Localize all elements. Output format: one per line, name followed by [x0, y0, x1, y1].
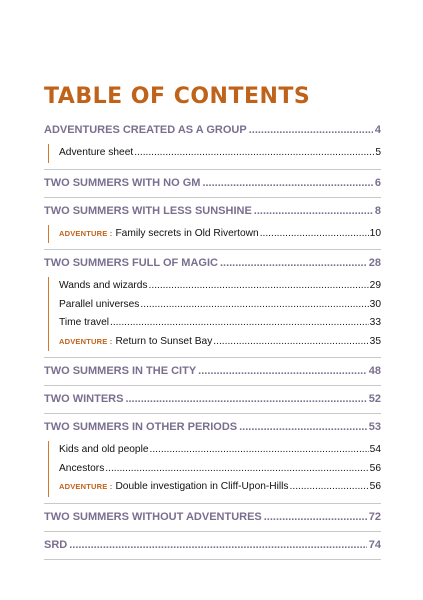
section-title: ADVENTURES CREATED AS A GROUP	[44, 124, 247, 136]
section-page-number: 72	[368, 510, 381, 523]
section-page-number: 53	[368, 421, 381, 433]
toc-section	[44, 205, 381, 251]
toc-section-entry[interactable]	[44, 539, 381, 553]
toc-subsection-entry[interactable]	[59, 478, 381, 497]
toc-section-entry[interactable]	[44, 511, 381, 525]
toc-section-entry[interactable]	[44, 365, 381, 379]
toc-section	[44, 257, 381, 358]
subsection-title: Wands and wizards	[59, 280, 148, 291]
subsection-title: Double investigation in Cliff-Upon-Hills	[115, 481, 289, 492]
toc-subsection-entry[interactable]	[59, 460, 381, 479]
dot-leader	[264, 511, 367, 523]
section-divider	[44, 531, 381, 532]
toc-subsection-entry[interactable]	[59, 277, 381, 296]
subsection-page-number: 30	[369, 298, 381, 310]
subsection-title: Kids and old people	[59, 444, 149, 455]
section-title: TWO SUMMERS WITH LESS SUNSHINE	[44, 204, 252, 217]
toc-subsection-entry[interactable]	[59, 333, 381, 352]
dot-leader	[249, 124, 373, 136]
dot-leader	[202, 177, 372, 189]
toc-section	[44, 124, 381, 170]
subsection-page-number: 35	[369, 335, 381, 347]
subsection-list	[48, 225, 381, 244]
subsection-title: Ancestors	[59, 462, 105, 474]
subsection-page-number: 10	[369, 227, 381, 239]
section-title: TWO SUMMERS WITHOUT ADVENTURES	[44, 510, 262, 523]
section-page-number: 74	[368, 538, 381, 551]
section-title: TWO SUMMERS IN THE CITY	[44, 365, 197, 377]
subsection-list	[48, 144, 381, 163]
adventure-tag: ADVENTURE :	[59, 482, 113, 491]
adventure-tag: ADVENTURE :	[59, 336, 113, 346]
subsection-page-number: 56	[369, 481, 381, 492]
dot-leader	[140, 296, 368, 315]
section-page-number: 48	[368, 365, 381, 377]
toc-section	[44, 393, 381, 414]
dot-leader	[134, 144, 374, 163]
section-divider	[44, 249, 381, 250]
toc-section-entry[interactable]	[44, 205, 381, 219]
section-page-number: 52	[368, 393, 381, 405]
subsection-title: Return to Sunset Bay	[115, 335, 213, 347]
subsection-page-number: 5	[375, 147, 381, 158]
toc-section-entry[interactable]	[44, 393, 381, 407]
dot-leader	[260, 225, 369, 244]
section-title: TWO SUMMERS IN OTHER PERIODS	[44, 421, 238, 433]
dot-leader	[254, 205, 373, 217]
section-page-number: 28	[368, 257, 381, 269]
toc-subsection-entry[interactable]	[59, 314, 381, 333]
subsection-title: Parallel universes	[59, 298, 140, 310]
toc-subsection-entry[interactable]	[59, 441, 381, 460]
toc-section	[44, 539, 381, 560]
subsection-title: Time travel	[59, 317, 110, 328]
section-page-number: 6	[374, 176, 381, 189]
toc-section-entry[interactable]	[44, 421, 381, 435]
section-title: SRD	[44, 538, 68, 551]
toc-subsection-entry[interactable]	[59, 225, 381, 244]
dot-leader	[69, 539, 367, 551]
dot-leader	[125, 393, 366, 405]
dot-leader	[105, 460, 368, 479]
subsection-page-number: 56	[369, 462, 381, 474]
section-page-number: 8	[374, 204, 381, 217]
subsection-title: Adventure sheet	[59, 147, 134, 158]
section-divider	[44, 413, 381, 414]
dot-leader	[149, 277, 369, 296]
section-title: TWO WINTERS	[44, 393, 124, 405]
dot-leader	[198, 365, 367, 377]
toc-section-entry[interactable]	[44, 177, 381, 191]
toc-section	[44, 421, 381, 504]
subsection-title: Family secrets in Old Rivertown	[115, 227, 259, 239]
dot-leader	[150, 441, 369, 460]
toc-section-entry[interactable]	[44, 257, 381, 271]
section-divider	[44, 357, 381, 358]
toc-subsection-entry[interactable]	[59, 296, 381, 315]
toc-section	[44, 365, 381, 386]
subsection-page-number: 29	[369, 280, 381, 291]
section-divider	[44, 197, 381, 198]
subsection-page-number: 33	[369, 317, 381, 328]
section-divider	[44, 559, 381, 560]
section-page-number: 4	[374, 124, 381, 136]
toc-section	[44, 511, 381, 532]
section-title: TWO SUMMERS FULL OF MAGIC	[44, 257, 218, 269]
toc-subsection-entry[interactable]	[59, 144, 381, 163]
toc-section-entry[interactable]	[44, 124, 381, 138]
table-of-contents	[44, 124, 381, 567]
toc-section	[44, 177, 381, 198]
dot-leader	[220, 257, 367, 269]
dot-leader	[239, 421, 367, 433]
section-divider	[44, 169, 381, 170]
dot-leader	[213, 333, 368, 352]
subsection-page-number: 54	[369, 444, 381, 455]
adventure-tag: ADVENTURE :	[59, 228, 113, 238]
section-divider	[44, 385, 381, 386]
subsection-list	[48, 441, 381, 497]
dot-leader	[110, 314, 369, 333]
dot-leader	[290, 478, 369, 497]
section-divider	[44, 503, 381, 504]
subsection-list	[48, 277, 381, 351]
page-title: TABLE OF CONTENTS	[44, 84, 311, 109]
section-title: TWO SUMMERS WITH NO GM	[44, 176, 201, 189]
